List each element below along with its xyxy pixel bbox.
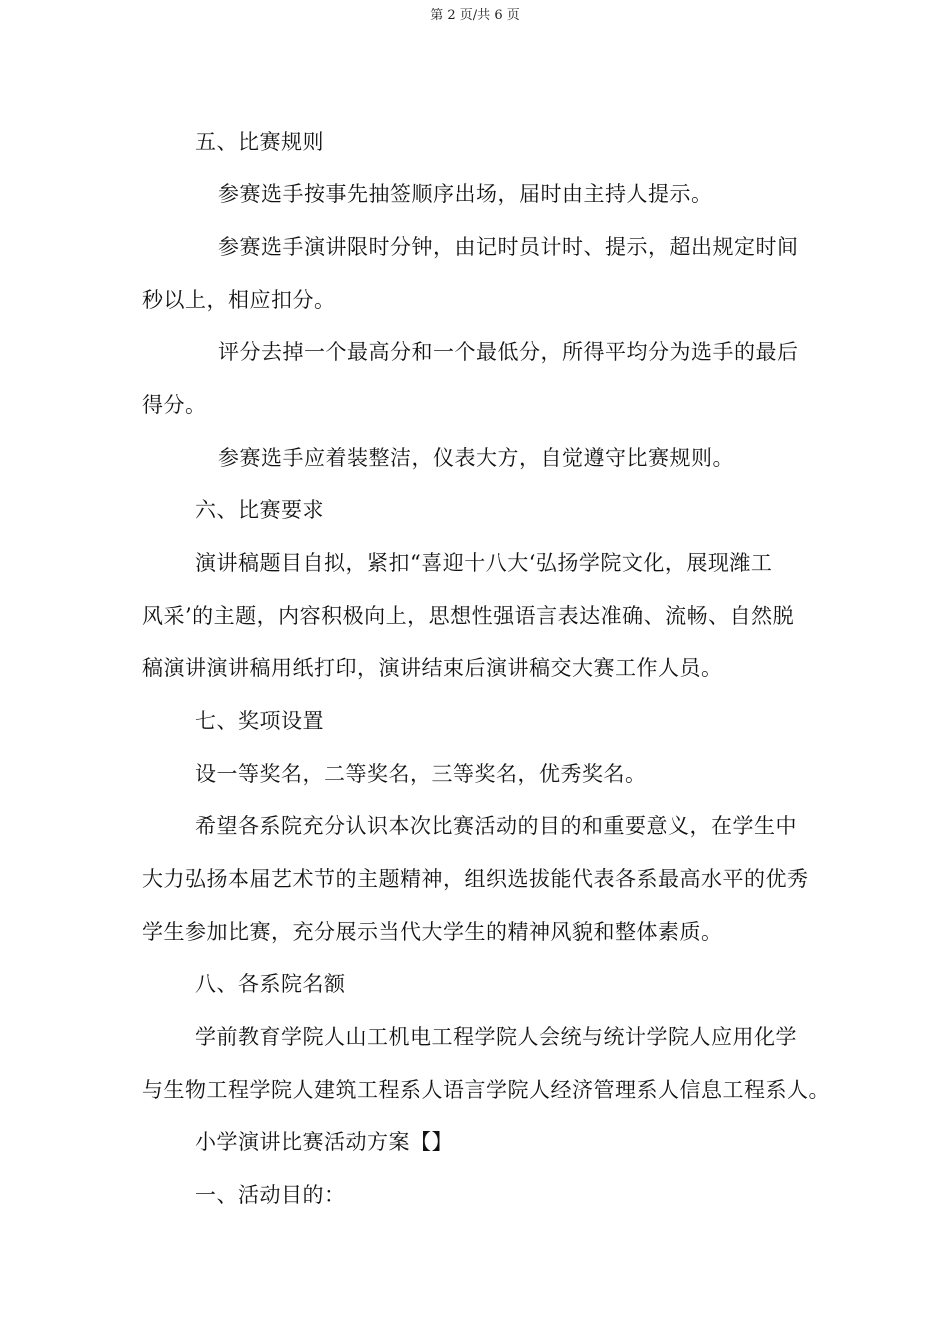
paragraph-line: 参赛选手按事先抽签顺序出场，届时由主持人提示。 bbox=[218, 182, 713, 206]
paragraph-line: 评分去掉一个最高分和一个最低分，所得平均分为选手的最后 bbox=[218, 340, 799, 364]
paragraph-line: 得分。 bbox=[142, 393, 207, 417]
paragraph-line: 大力弘扬本届艺术节的主题精神，组织选拔能代表各系最高水平的优秀 bbox=[142, 867, 809, 891]
page-number-header: 第 2 页/共 6 页 bbox=[430, 8, 520, 23]
section-heading-rules: 五、比赛规则 bbox=[195, 130, 324, 154]
paragraph-line: 秒以上，相应扣分。 bbox=[142, 288, 336, 312]
paragraph-line: 学生参加比赛，充分展示当代大学生的精神风貌和整体素质。 bbox=[142, 920, 723, 944]
paragraph-line: 风采’的主题，内容积极向上，思想性强语言表达准确、流畅、自然脱 bbox=[142, 604, 795, 628]
document-subtitle: 小学演讲比赛活动方案【】 bbox=[195, 1130, 453, 1154]
paragraph-line: 演讲稿题目自拟，紧扣“喜迎十八大‘弘扬学院文化，展现潍工 bbox=[195, 551, 773, 575]
paragraph-line: 参赛选手演讲限时分钟，由记时员计时、提示，超出规定时间 bbox=[218, 235, 799, 259]
paragraph-line: 与生物工程学院人建筑工程系人语言学院人经济管理系人信息工程系人。 bbox=[142, 1078, 830, 1102]
paragraph-line: 稿演讲演讲稿用纸打印，演讲结束后演讲稿交大赛工作人员。 bbox=[142, 656, 723, 680]
paragraph-line: 希望各系院充分认识本次比赛活动的目的和重要意义，在学生中 bbox=[195, 814, 797, 838]
paragraph-line: 学前教育学院人山工机电工程学院人会统与统计学院人应用化学 bbox=[195, 1025, 797, 1049]
section-heading-awards: 七、奖项设置 bbox=[195, 709, 324, 733]
section-heading-quotas: 八、各系院名额 bbox=[195, 972, 346, 996]
paragraph-line: 设一等奖名，二等奖名，三等奖名，优秀奖名。 bbox=[195, 762, 647, 786]
section-heading-requirements: 六、比赛要求 bbox=[195, 498, 324, 522]
section-heading-purpose: 一、活动目的： bbox=[195, 1183, 346, 1207]
paragraph-line: 参赛选手应着装整洁，仪表大方，自觉遵守比赛规则。 bbox=[218, 446, 734, 470]
